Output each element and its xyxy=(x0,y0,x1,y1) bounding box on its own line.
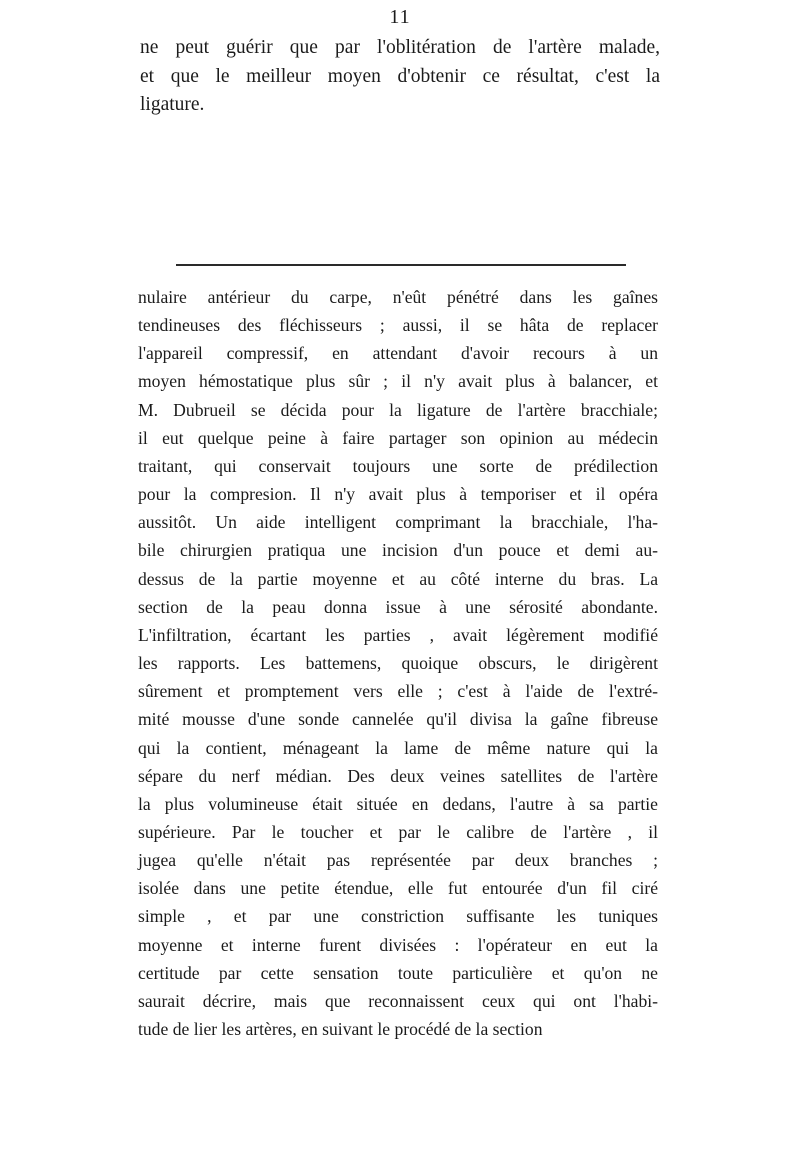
body-line: sûrement et promptement vers elle ; c'est à l'aide de l'extré- xyxy=(138,681,658,702)
body-line: saurait décrire, mais que reconnaissent ceux qui ont l'habi- xyxy=(138,990,658,1011)
page-number: 11 xyxy=(389,6,411,28)
body-line: bile chirurgien pratiqua une incision d'un pouce et demi au- xyxy=(138,540,658,561)
body-line: M. Dubrueil se décida pour la ligature de l'artère bracchiale; xyxy=(138,399,658,420)
body-line: moyenne et interne furent divisées : l'opérateur en eut la xyxy=(138,934,658,955)
body-line: mité mousse d'une sonde cannelée qu'il divisa la gaîne fibreuse xyxy=(138,709,658,730)
body-line: traitant, qui conservait toujours une sorte de prédilection xyxy=(138,455,658,476)
body-line: aussitôt. Un aide intelligent comprimant la bracchiale, l'ha- xyxy=(138,512,658,533)
intro-paragraph xyxy=(140,34,660,120)
intro-line: ligature. xyxy=(140,94,205,115)
body-paragraph xyxy=(138,283,658,1043)
body-line: pour la compresion. Il n'y avait plus à temporiser et il opéra xyxy=(138,484,658,505)
body-line: nulaire antérieur du carpe, n'eût pénétré dans les gaînes xyxy=(138,287,658,307)
body-line: isolée dans une petite étendue, elle fut entourée d'un fil ciré xyxy=(138,878,658,899)
intro-line: et que le meilleur moyen d'obtenir ce résultat, c'est la xyxy=(140,65,660,87)
body-line: L'infiltration, écartant les parties , avait légèrement modifié xyxy=(138,624,658,645)
body-line: sépare du nerf médian. Des deux veines satellites de l'artère xyxy=(138,765,658,786)
body-line: l'appareil compressif, en attendant d'avoir recours à un xyxy=(138,343,658,364)
body-line: jugea qu'elle n'était pas représentée par deux branches ; xyxy=(138,850,658,871)
body-line: certitude par cette sensation toute particulière et qu'on ne xyxy=(138,962,658,983)
body-line: il eut quelque peine à faire partager son opinion au médecin xyxy=(138,427,658,448)
body-line: section de la peau donna issue à une sérosité abondante. xyxy=(138,596,658,617)
body-line: qui la contient, ménageant la lame de même nature qui la xyxy=(138,737,658,758)
body-line: supérieure. Par le toucher et par le calibre de l'artère , il xyxy=(138,821,658,842)
body-line: la plus volumineuse était située en dedans, l'autre à sa partie xyxy=(138,793,658,814)
body-line: les rapports. Les battemens, quoique obscurs, le dirigèrent xyxy=(138,653,658,674)
body-line: simple , et par une constriction suffisante les tuniques xyxy=(138,906,658,927)
intro-line: ne peut guérir que par l'oblitération de l'artère malade, xyxy=(140,37,660,58)
body-line: dessus de la partie moyenne et au côté interne du bras. La xyxy=(138,568,658,589)
section-separator-rule xyxy=(176,264,626,266)
body-line: tude de lier les artères, en suivant le procédé de la section xyxy=(138,1019,543,1040)
body-line: moyen hémostatique plus sûr ; il n'y avait plus à balancer, et xyxy=(138,371,658,392)
body-line: tendineuses des fléchisseurs ; aussi, il se hâta de replacer xyxy=(138,315,658,336)
